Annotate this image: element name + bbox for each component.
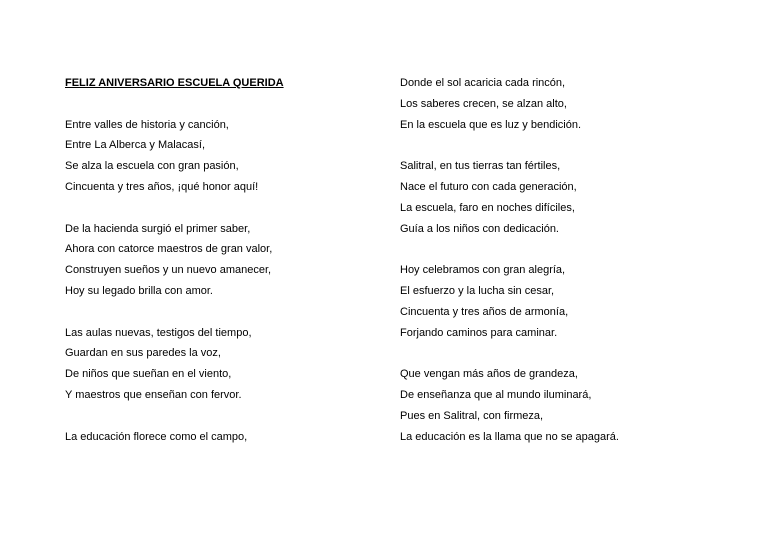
poem-line: Nace el futuro con cada generación, (400, 180, 577, 193)
stanza-gap (400, 343, 740, 364)
poem-line: Forjando caminos para caminar. (400, 326, 558, 339)
poem-line: Ahora con catorce maestros de gran valor, (65, 243, 273, 256)
poem-line: Los saberes crecen, se alzan alto, (400, 97, 567, 110)
poem-line: Cincuenta y tres años, ¡qué honor aquí! (65, 180, 259, 193)
stanza-gap (400, 135, 740, 156)
poem-line: Guardan en sus paredes la voz, (65, 347, 221, 360)
poem-line: Pues en Salitral, con firmeza, (400, 409, 544, 422)
poem-line: Hoy celebramos con gran alegría, (400, 264, 566, 277)
poem-line: Donde el sol acaricia cada rincón, (400, 77, 566, 89)
poem-line: De niños que sueñan en el viento, (65, 368, 232, 381)
poem-line: Que vengan más años de grandeza, (400, 368, 578, 381)
poem-line: La educación florece como el campo, (65, 430, 248, 443)
poem-line: De la hacienda surgió el primer saber, (65, 222, 251, 235)
poem-line: Se alza la escuela con gran pasión, (65, 160, 239, 173)
poem-right-column (400, 73, 740, 447)
stanza-gap (65, 302, 385, 323)
poem-title: FELIZ ANIVERSARIO ESCUELA QUERIDA (65, 77, 284, 89)
poem-line: La escuela, faro en noches difíciles, (400, 201, 575, 214)
stanza-gap (400, 239, 740, 260)
stanza-gap (65, 94, 385, 115)
stanza-gap (65, 198, 385, 219)
poem-line: Construyen sueños y un nuevo amanecer, (65, 264, 272, 277)
poem-line: En la escuela que es luz y bendición. (400, 118, 582, 131)
poem-line: Las aulas nuevas, testigos del tiempo, (65, 326, 252, 339)
poem-left-column (65, 73, 385, 447)
poem-line: Y maestros que enseñan con fervor. (65, 388, 242, 401)
poem-line: Salitral, en tus tierras tan fértiles, (400, 160, 561, 173)
stanza-gap (65, 406, 385, 427)
poem-line: Hoy su legado brilla con amor. (65, 284, 213, 297)
poem-line: El esfuerzo y la lucha sin cesar, (400, 284, 555, 297)
poem-line: Guía a los niños con dedicación. (400, 222, 559, 235)
poem-line: De enseñanza que al mundo iluminará, (400, 388, 592, 401)
poem-line: La educación es la llama que no se apagará. (400, 430, 619, 443)
poem-line: Cincuenta y tres años de armonía, (400, 305, 569, 318)
poem-line: Entre La Alberca y Malacasí, (65, 139, 206, 152)
poem-line: Entre valles de historia y canción, (65, 118, 229, 131)
